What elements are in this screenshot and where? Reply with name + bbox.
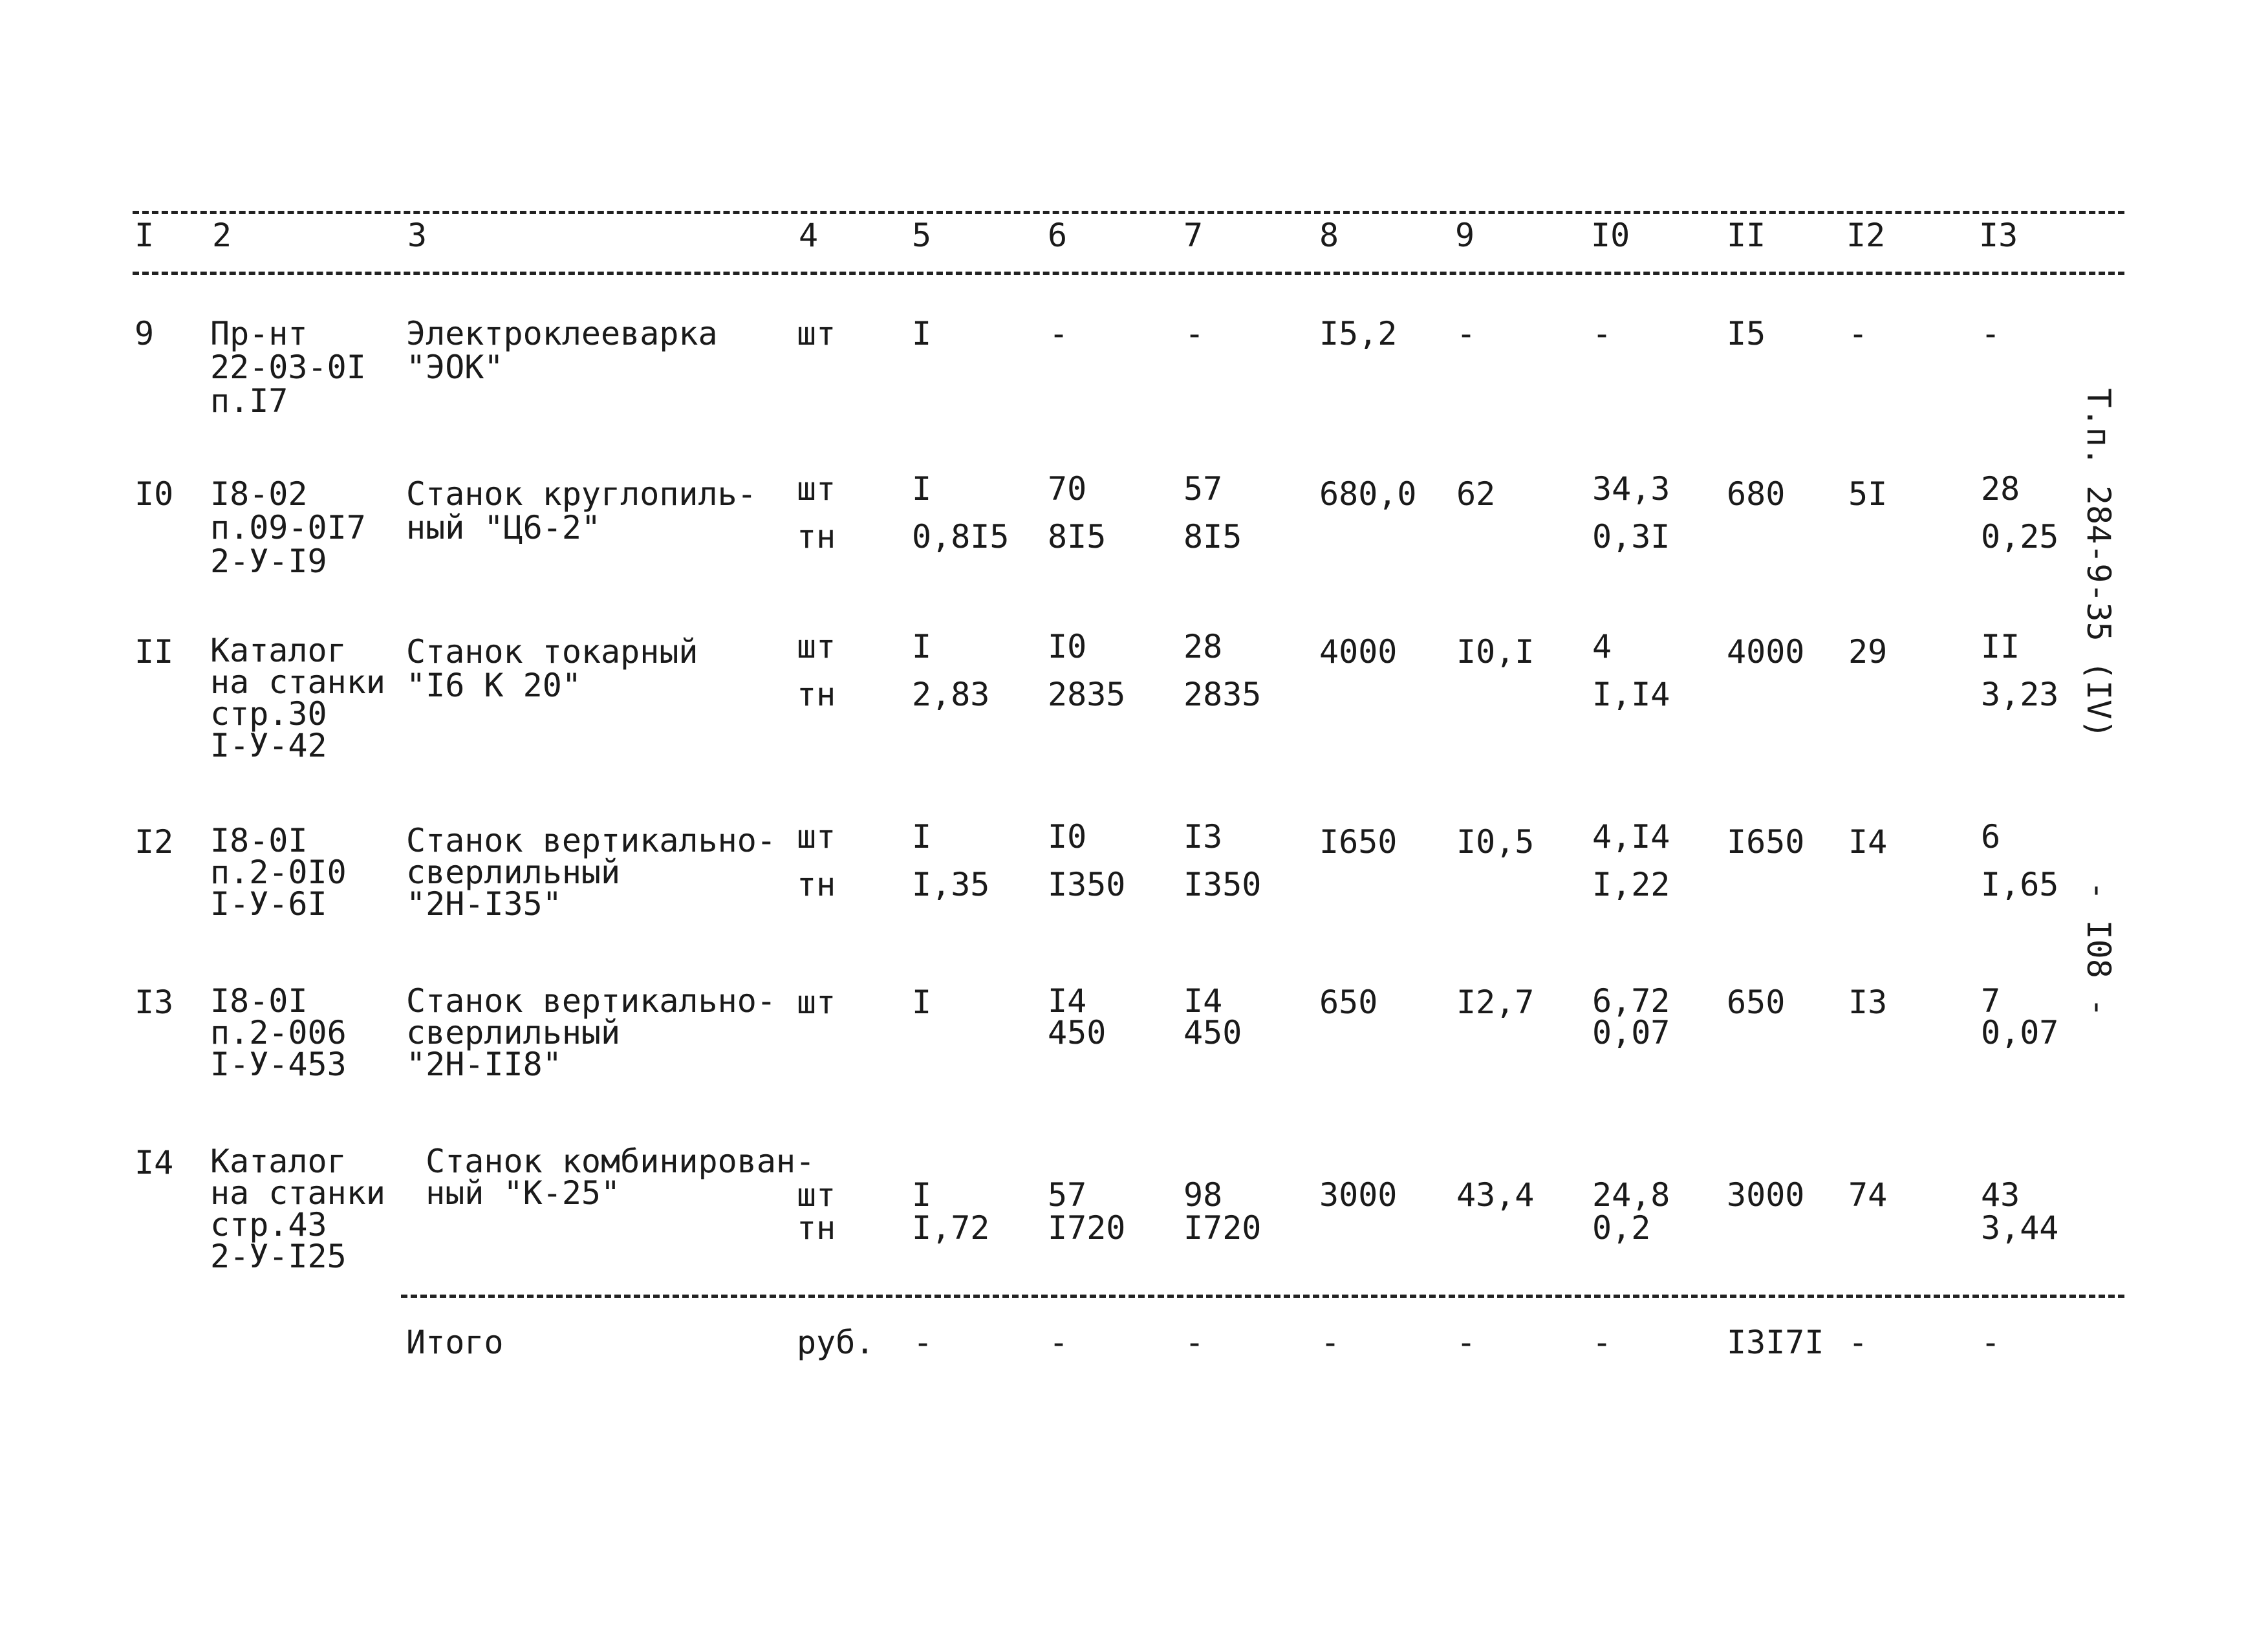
row-number: I2 xyxy=(135,823,174,861)
header-col-13: I3 xyxy=(1979,217,2018,254)
total-col-11: I3I7I xyxy=(1727,1324,1824,1361)
row-col-10: 4,I4 I,22 xyxy=(1592,818,1670,903)
total-unit: руб. xyxy=(797,1324,875,1361)
row-reference: I8-02 п.09-0I7 2-У-I9 xyxy=(210,475,366,580)
row-col-13: 43 3,44 xyxy=(1981,1176,2059,1247)
row-col-12: 5I xyxy=(1848,475,1888,513)
total-label: Итого xyxy=(406,1324,504,1361)
row-col-5: I xyxy=(912,315,932,352)
row-col-13: - xyxy=(1981,315,2001,352)
header-col-10: I0 xyxy=(1591,217,1630,254)
document-code: Т.п. 284-9-35 (IV) xyxy=(2080,388,2117,739)
row-col-7: I4 450 xyxy=(1183,982,1242,1051)
row-reference: Каталог на станки стр.43 2-У-I25 xyxy=(210,1143,385,1275)
row-col-12: 29 xyxy=(1848,633,1888,671)
total-col-8: - xyxy=(1321,1324,1341,1361)
header-col-7: 7 xyxy=(1183,217,1204,254)
row-col-9: I0,5 xyxy=(1456,823,1535,861)
row-col-9: 43,4 xyxy=(1456,1176,1535,1214)
row-name: Станок токарный "I6 К 20" xyxy=(406,633,698,704)
rule-top xyxy=(133,211,2124,214)
row-name: Станок вертикально- сверлильный "2Н-I35" xyxy=(406,822,776,923)
header-col-4: 4 xyxy=(799,217,819,254)
total-col-5: - xyxy=(913,1324,933,1361)
row-number: 9 xyxy=(135,315,155,352)
row-col-7: I3 I350 xyxy=(1183,818,1262,903)
row-col-13: II 3,23 xyxy=(1981,628,2059,713)
page-number: - I08 - xyxy=(2080,881,2117,1017)
row-col-8: I5,2 xyxy=(1319,315,1398,352)
row-col-7: 98 I720 xyxy=(1183,1176,1262,1247)
row-unit: шт тн xyxy=(797,470,836,555)
row-col-11: I650 xyxy=(1727,823,1805,861)
total-col-6: - xyxy=(1049,1324,1069,1361)
row-name: Станок комбинирован- ный "К-25" xyxy=(426,1143,815,1212)
row-col-8: I650 xyxy=(1319,823,1398,861)
header-col-1: I xyxy=(135,217,155,254)
side-stamp xyxy=(2040,310,2157,1017)
row-col-12: I3 xyxy=(1848,984,1888,1021)
row-col-8: 4000 xyxy=(1319,633,1398,671)
row-unit: шт тн xyxy=(797,1176,836,1247)
row-col-11: 680 xyxy=(1727,475,1786,513)
total-col-9: - xyxy=(1456,1324,1476,1361)
header-col-5: 5 xyxy=(912,217,932,254)
row-col-7: 57 8I5 xyxy=(1183,470,1242,555)
total-col-7: - xyxy=(1185,1324,1205,1361)
row-col-9: I0,I xyxy=(1456,633,1535,671)
header-col-9: 9 xyxy=(1455,217,1475,254)
row-col-8: 680,0 xyxy=(1319,475,1417,513)
total-col-10: - xyxy=(1592,1324,1612,1361)
row-col-12: 74 xyxy=(1848,1176,1888,1214)
row-reference: I8-0I п.2-006 I-У-453 xyxy=(210,982,347,1083)
row-unit: шт xyxy=(797,984,836,1021)
row-col-10: 4 I,I4 xyxy=(1592,628,1670,713)
row-col-5: I I,35 xyxy=(912,818,990,903)
header-col-6: 6 xyxy=(1048,217,1068,254)
row-col-6: I0 I350 xyxy=(1048,818,1126,903)
row-col-13: 6 I,65 xyxy=(1981,818,2059,903)
row-number: II xyxy=(135,633,174,671)
row-name: Электроклееварка "ЭОК" xyxy=(406,315,718,386)
row-col-5: I xyxy=(912,984,932,1021)
row-col-11: 4000 xyxy=(1727,633,1805,671)
row-unit: шт тн xyxy=(797,818,836,903)
row-unit: шт тн xyxy=(797,628,836,713)
header-col-8: 8 xyxy=(1319,217,1339,254)
row-col-5: I 0,8I5 xyxy=(912,470,1010,555)
row-col-13: 7 0,07 xyxy=(1981,982,2059,1051)
row-col-7: - xyxy=(1185,315,1205,352)
header-col-11: II xyxy=(1727,217,1766,254)
row-col-6: I4 450 xyxy=(1048,982,1107,1051)
rule-header-bottom xyxy=(133,272,2124,275)
row-col-6: - xyxy=(1049,315,1069,352)
header-col-3: 3 xyxy=(407,217,427,254)
row-col-9: - xyxy=(1456,315,1476,352)
row-col-10: 34,3 0,3I xyxy=(1592,470,1670,555)
row-col-7: 28 2835 xyxy=(1183,628,1262,713)
row-col-11: I5 xyxy=(1727,315,1766,352)
rule-total-top xyxy=(401,1295,2124,1298)
row-col-5: I I,72 xyxy=(912,1176,990,1247)
row-col-10: 6,72 0,07 xyxy=(1592,982,1670,1051)
header-col-12: I2 xyxy=(1846,217,1886,254)
row-col-11: 650 xyxy=(1727,984,1786,1021)
row-col-11: 3000 xyxy=(1727,1176,1805,1214)
row-col-6: 57 I720 xyxy=(1048,1176,1126,1247)
row-name: Станок круглопиль- ный "Ц6-2" xyxy=(406,475,757,546)
row-col-12: - xyxy=(1848,315,1868,352)
row-number: I0 xyxy=(135,475,174,513)
row-col-9: 62 xyxy=(1456,475,1496,513)
row-reference: Пр-нт 22-03-0I п.I7 xyxy=(210,315,366,420)
row-col-5: I 2,83 xyxy=(912,628,990,713)
row-col-13: 28 0,25 xyxy=(1981,470,2059,555)
row-col-9: I2,7 xyxy=(1456,984,1535,1021)
row-col-6: I0 2835 xyxy=(1048,628,1126,713)
row-number: I3 xyxy=(135,984,174,1021)
row-reference: Каталог на станки стр.30 I-У-42 xyxy=(210,632,385,764)
row-col-12: I4 xyxy=(1848,823,1888,861)
row-col-10: 24,8 0,2 xyxy=(1592,1176,1670,1247)
row-col-8: 650 xyxy=(1319,984,1378,1021)
row-number: I4 xyxy=(135,1144,174,1181)
row-unit: шт xyxy=(797,315,836,352)
row-col-6: 70 8I5 xyxy=(1048,470,1107,555)
row-name: Станок вертикально- сверлильный "2Н-II8" xyxy=(406,982,776,1083)
total-col-12: - xyxy=(1848,1324,1868,1361)
row-col-8: 3000 xyxy=(1319,1176,1398,1214)
total-col-13: - xyxy=(1981,1324,2001,1361)
header-col-2: 2 xyxy=(212,217,232,254)
row-col-10: - xyxy=(1592,315,1612,352)
row-reference: I8-0I п.2-0I0 I-У-6I xyxy=(210,822,347,923)
